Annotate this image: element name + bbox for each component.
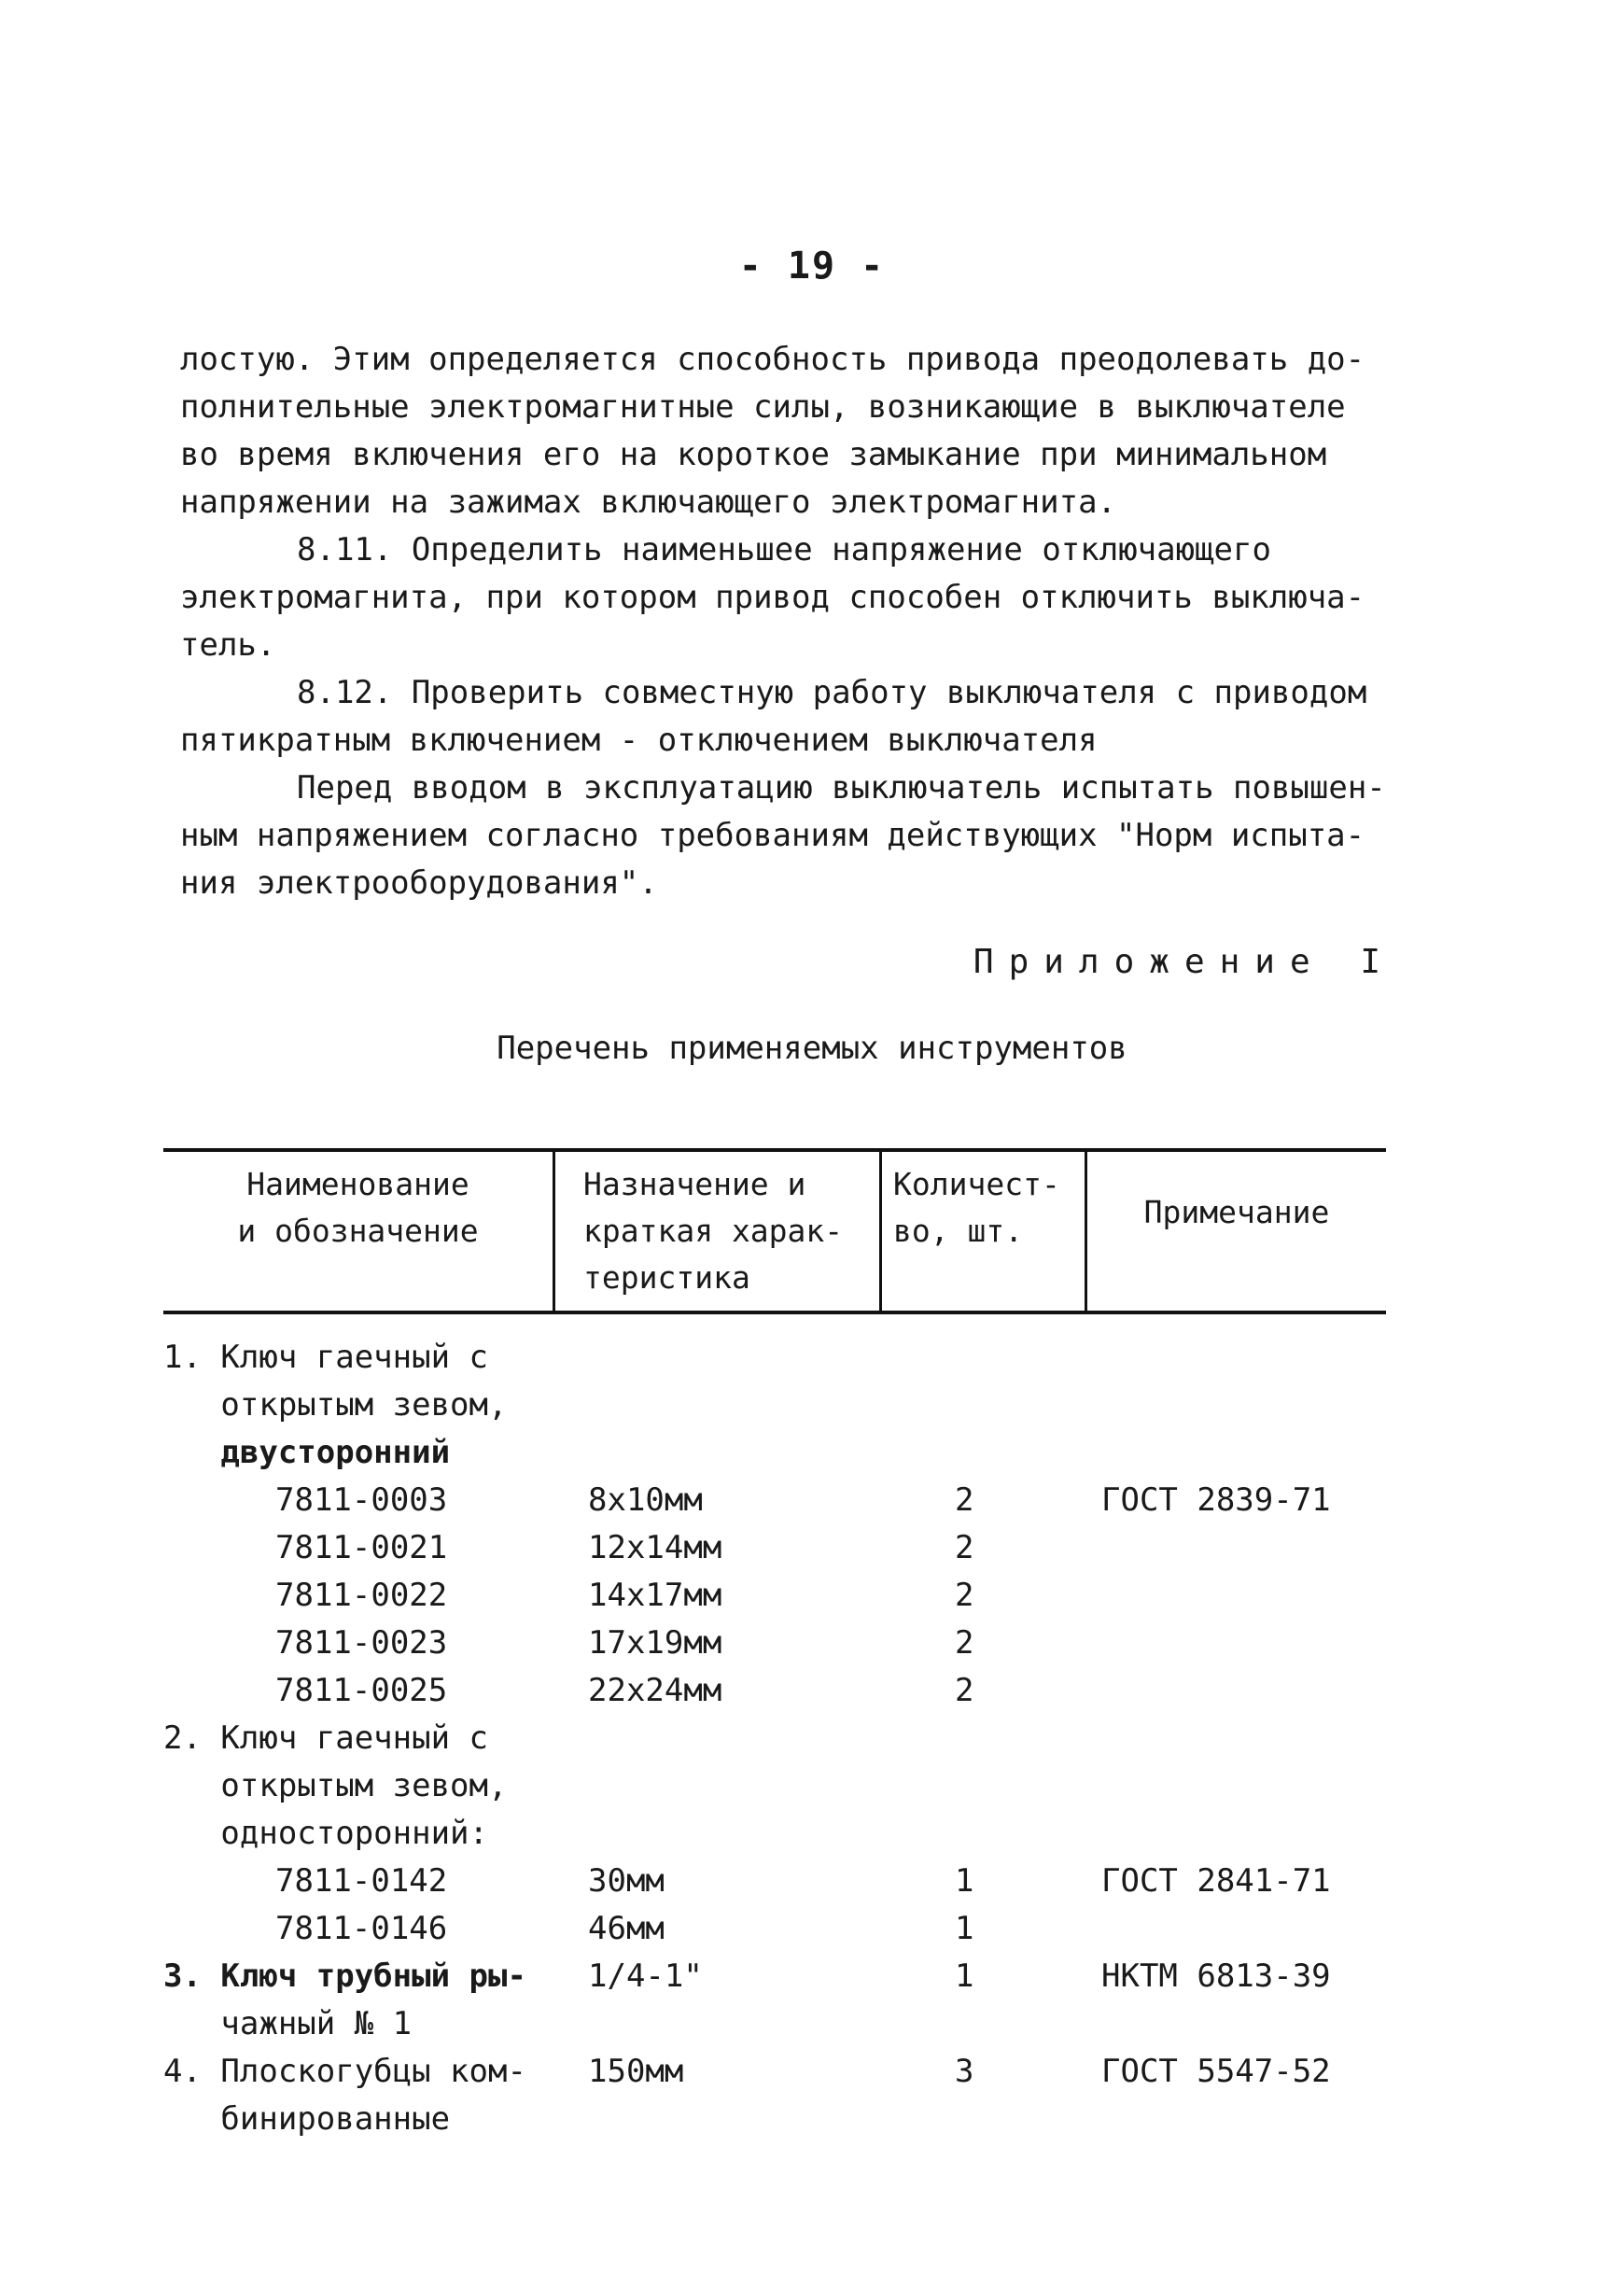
- item-code: 7811-0022: [275, 1577, 448, 1614]
- item-quantity: 1: [955, 1862, 974, 1900]
- text-line: лостую. Этим определяется способность привода преодолевать до-: [180, 341, 1365, 378]
- table-row: [163, 1815, 1386, 1861]
- text-line: [180, 765, 1412, 812]
- text-line: ния электрооборудования".: [180, 864, 658, 902]
- appendix-label: Приложение I: [973, 943, 1395, 981]
- body-text: [180, 336, 1412, 907]
- item-name: двусторонний: [163, 1434, 451, 1471]
- item-quantity: 2: [955, 1624, 974, 1662]
- table-header: [163, 1148, 1386, 1314]
- item-name: 3. Ключ трубный ры-: [163, 1957, 526, 1995]
- item-name: односторонний:: [163, 1815, 488, 1852]
- appendix-title: Перечень применяемых инструментов: [497, 1030, 1127, 1067]
- tools-table: [163, 1148, 1386, 2138]
- table-row: [163, 2053, 1386, 2099]
- item-size: 22x24мм: [588, 1672, 722, 1709]
- item-note: ГОСТ 2839-71: [1101, 1481, 1331, 1519]
- table-row: [163, 1529, 1386, 1576]
- text-line: пятикратным включением - отключением выключателя: [180, 722, 1098, 759]
- table-row: [163, 1719, 1386, 1766]
- paragraph-before-commissioning: Перед вводом в эксплуатацию выключатель испытать повышен-: [297, 769, 1386, 807]
- text-line: во время включения его на короткое замыкание при минимальном: [180, 436, 1327, 473]
- item-size: 1/4-1": [588, 1957, 703, 1995]
- item-quantity: 2: [955, 1672, 974, 1709]
- item-quantity: 1: [955, 1910, 974, 1947]
- item-size: 8x10мм: [588, 1481, 703, 1519]
- table-row: [163, 1910, 1386, 1957]
- text-line: тель.: [180, 626, 276, 664]
- text-line: электромагнита, при котором привод способен отключить выключа-: [180, 579, 1365, 616]
- item-quantity: 2: [955, 1529, 974, 1566]
- item-size: 12x14мм: [588, 1529, 722, 1566]
- page-number: - 19 -: [738, 245, 886, 288]
- header-purpose: Назначение и краткая харак- теристика: [555, 1152, 882, 1311]
- item-code: 7811-0146: [275, 1910, 448, 1947]
- item-size: 46мм: [588, 1910, 665, 1947]
- table-row: [163, 2100, 1386, 2147]
- paragraph-8-11: 8.11. Определить наименьшее напряжение отключающего: [297, 531, 1271, 568]
- item-name: 1. Ключ гаечный с: [163, 1339, 488, 1376]
- table-row: [163, 1957, 1386, 2004]
- item-note: ГОСТ 5547-52: [1101, 2053, 1331, 2090]
- item-name: 2. Ключ гаечный с: [163, 1719, 488, 1757]
- item-quantity: 1: [955, 1957, 974, 1995]
- item-code: 7811-0142: [275, 1862, 448, 1900]
- table-row: [163, 1386, 1386, 1433]
- item-note: ГОСТ 2841-71: [1101, 1862, 1331, 1900]
- table-row: [163, 1434, 1386, 1480]
- text-line: ным напряжением согласно требованиям действующих "Норм испыта-: [180, 817, 1365, 854]
- table-row: [163, 2005, 1386, 2052]
- item-quantity: 3: [955, 2053, 974, 2090]
- item-code: 7811-0003: [275, 1481, 448, 1519]
- table-row: [163, 1672, 1386, 1719]
- text-line: [180, 526, 1412, 574]
- table-row: [163, 1862, 1386, 1909]
- text-line: [180, 669, 1412, 717]
- paragraph-8-12: 8.12. Проверить совместную работу выключателя с приводом: [297, 674, 1367, 711]
- item-size: 14x17мм: [588, 1577, 722, 1614]
- item-name: бинированные: [163, 2100, 451, 2138]
- table-row: [163, 1767, 1386, 1814]
- item-quantity: 2: [955, 1577, 974, 1614]
- header-note: Примечание: [1143, 1194, 1330, 1230]
- table-row: [163, 1339, 1386, 1385]
- table-row: [163, 1481, 1386, 1528]
- item-code: 7811-0025: [275, 1672, 448, 1709]
- item-name: 4. Плоскогубцы ком-: [163, 2053, 526, 2090]
- item-note: НКТМ 6813-39: [1101, 1957, 1331, 1995]
- item-size: 150мм: [588, 2053, 684, 2090]
- item-code: 7811-0021: [275, 1529, 448, 1566]
- header-quantity: Количест- во, шт.: [882, 1152, 1087, 1311]
- item-size: 17x19мм: [588, 1624, 722, 1662]
- item-name: открытым зевом,: [163, 1386, 508, 1424]
- item-code: 7811-0023: [275, 1624, 448, 1662]
- table-row: [163, 1624, 1386, 1671]
- table-row: [163, 1577, 1386, 1623]
- header-name: Наименование и обозначение: [163, 1152, 555, 1311]
- text-line: напряжении на зажимах включающего электромагнита.: [180, 484, 1117, 521]
- text-line: полнительные электромагнитные силы, возникающие в выключателе: [180, 388, 1346, 426]
- item-name: открытым зевом,: [163, 1767, 508, 1804]
- item-name: чажный № 1: [163, 2005, 413, 2042]
- item-size: 30мм: [588, 1862, 665, 1900]
- item-quantity: 2: [955, 1481, 974, 1519]
